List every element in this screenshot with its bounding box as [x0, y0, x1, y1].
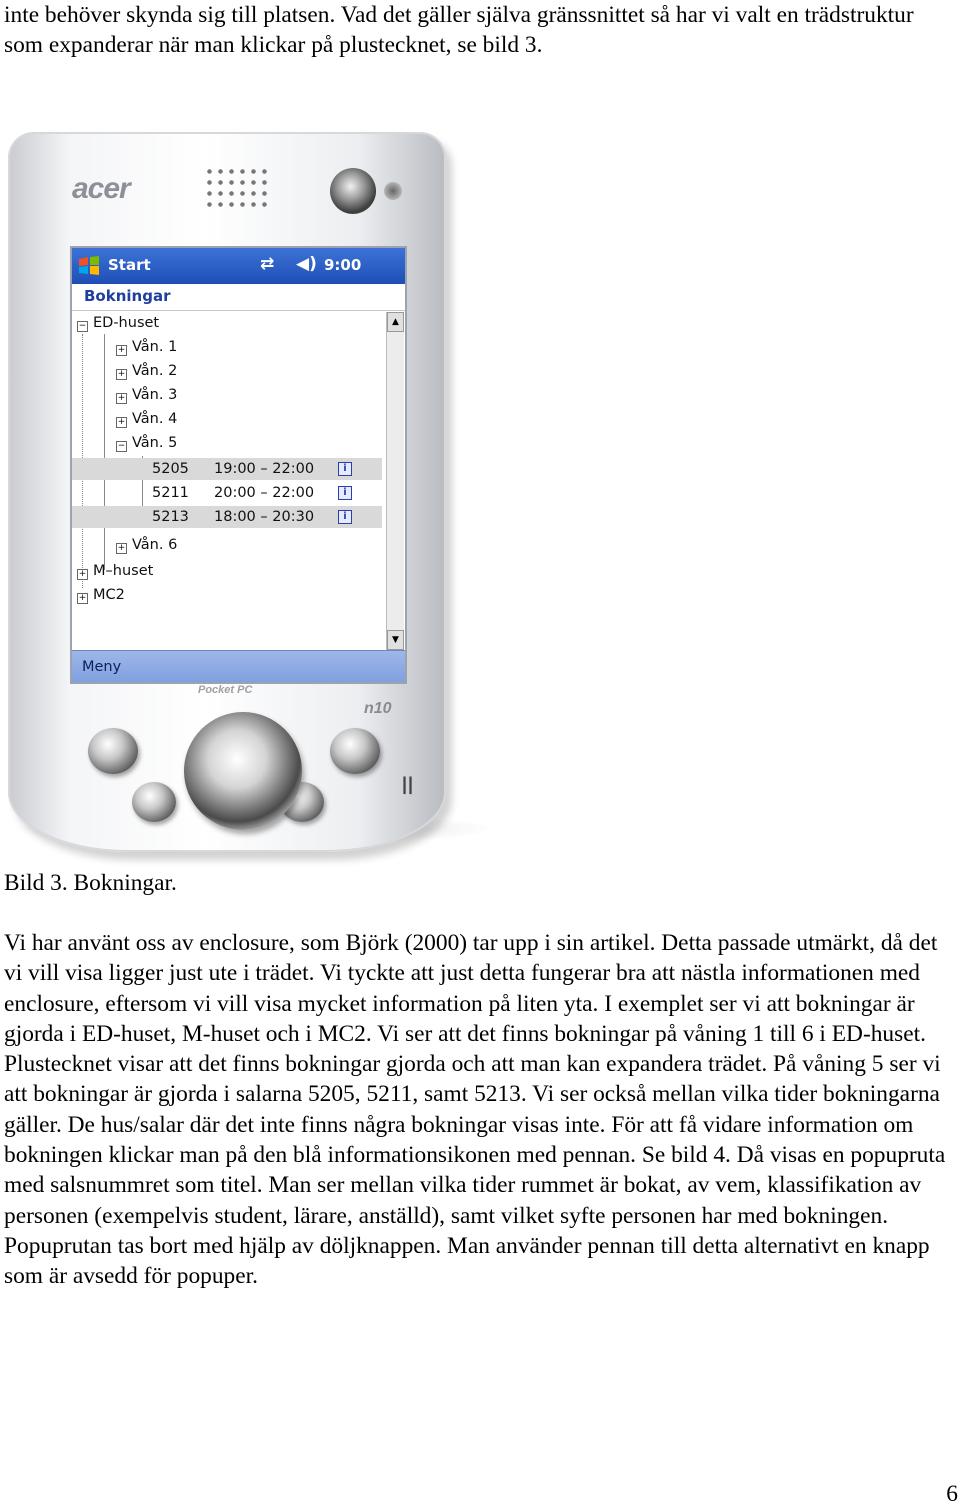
- menu-bar: [72, 650, 405, 683]
- booking-row[interactable]: [72, 458, 382, 480]
- tree-node-label: Vån. 5: [132, 435, 178, 451]
- tree-node-floor[interactable]: [116, 360, 177, 382]
- device-screen: [70, 246, 407, 684]
- intro-paragraph: inte behöver skynda sig till platsen. Vad det gäller själva gränssnittet så har vi valt en trädstruktur som expanderar när man klickar på plustecknet, se bild 3.: [4, 2, 914, 59]
- tree-node-floor[interactable]: [116, 534, 177, 556]
- tree-node-label: ED-huset: [93, 315, 160, 331]
- tree-node-label: Vån. 6: [132, 537, 178, 553]
- power-switch-icon[interactable]: ||: [402, 774, 415, 794]
- connectivity-icon[interactable]: ⇄: [260, 254, 275, 274]
- booking-row[interactable]: [72, 506, 382, 528]
- tree-node-label: Vån. 2: [132, 363, 178, 379]
- tree-node-m-huset[interactable]: [77, 560, 153, 582]
- expand-icon[interactable]: +: [117, 393, 126, 403]
- expand-icon[interactable]: +: [78, 569, 87, 579]
- volume-icon[interactable]: ◀): [296, 254, 317, 274]
- tree-node-label: Vån. 1: [132, 339, 178, 355]
- body-paragraph: Vi har använt oss av enclosure, som Björk (2000) tar upp i sin artikel. Detta passade utmärkt, då det vi vill visa ligger just ute i trädet. Vi tyckte att just detta fungerar bra att nästla informationen med enclosure, eftersom vi vill visa mycket information på liten yta. I exemplet ser vi att bokningar är gjorda i ED-huset, M-huset och i MC2. Vi ser att det finns bokningar på våning 1 till 6 i ED-huset. Plustecknet visar att det finns bokningar gjorda och att man kan expandera trädet. På våning 5 ser vi att bokningar är gjorda i salarna 5205, 5211, samt 5213. Vi ser också mellan vilka tider bokningarna gäller. De hus/salar där det inte finns några bokningar visas inte. För att få vidare information om bokningen klickar man på den blå informationsikonen med pennan. Se bild 4. Då visas en popupruta med salsnummret som titel. Man ser mellan vilka tider rummet är bokat, av vem, klassifikation av personen (exempelvis student, lärare, anställd), samt vilket syfte personen har med bokningen. Popuprutan tas bort med hjälp av döljknappen. Man använder pennan till detta alternativt en knapp som är avsedd för popuper.: [4, 930, 946, 1290]
- tree-node-label: Vån. 3: [132, 387, 178, 403]
- info-icon[interactable]: i: [338, 486, 352, 500]
- tree-node-floor[interactable]: [116, 384, 177, 406]
- expand-icon[interactable]: +: [117, 369, 126, 379]
- camera-icon: [330, 168, 376, 214]
- app-title: Bokningar: [84, 287, 171, 305]
- vertical-scrollbar[interactable]: [386, 312, 404, 650]
- taskbar: [72, 248, 405, 284]
- booking-room: 5205: [152, 461, 189, 477]
- expand-icon[interactable]: +: [117, 345, 126, 355]
- hardware-button-top-right[interactable]: [330, 728, 380, 774]
- booking-room: 5211: [152, 485, 189, 501]
- speaker-grille-icon: [204, 166, 272, 208]
- collapse-icon[interactable]: −: [117, 441, 126, 451]
- booking-room: 5213: [152, 509, 189, 525]
- tree-line: [104, 334, 105, 570]
- booking-time: 19:00 – 22:00: [214, 461, 315, 477]
- expand-icon[interactable]: +: [117, 543, 126, 553]
- tree-node-ed-huset[interactable]: [77, 312, 159, 334]
- info-icon[interactable]: i: [338, 510, 352, 524]
- booking-row[interactable]: [72, 482, 382, 504]
- tree-node-floor[interactable]: [116, 336, 177, 358]
- tree-node-floor[interactable]: [116, 432, 177, 454]
- scroll-down-icon[interactable]: ▼: [387, 630, 404, 650]
- windows-flag-icon[interactable]: [78, 256, 100, 276]
- model-label: n10: [364, 700, 392, 717]
- page-number: 6: [946, 1481, 958, 1507]
- scroll-up-icon[interactable]: ▲: [387, 312, 404, 332]
- booking-time: 20:00 – 22:00: [214, 485, 315, 501]
- tree-node-floor[interactable]: [116, 408, 177, 430]
- tree-node-mc2[interactable]: [77, 584, 125, 606]
- device-shell: [8, 132, 446, 852]
- figure-caption: Bild 3. Bokningar.: [4, 870, 177, 896]
- app-title-bar: [72, 284, 405, 311]
- collapse-icon[interactable]: −: [78, 321, 87, 331]
- booking-tree: [72, 312, 386, 650]
- hardware-button-bottom-left[interactable]: [132, 782, 176, 822]
- hardware-button-top-left[interactable]: [88, 728, 138, 774]
- expand-icon[interactable]: +: [78, 593, 87, 603]
- booking-time: 18:00 – 20:30: [214, 509, 315, 525]
- navigation-pad[interactable]: [184, 712, 302, 830]
- clock[interactable]: 9:00: [324, 256, 362, 274]
- menu-button[interactable]: Meny: [82, 659, 122, 675]
- start-button[interactable]: Start: [108, 256, 151, 274]
- led-icon: [384, 182, 402, 200]
- tree-node-label: M–huset: [93, 563, 154, 579]
- pocket-pc-label: Pocket PC: [198, 684, 253, 696]
- expand-icon[interactable]: +: [117, 417, 126, 427]
- pocket-pc-device: [0, 122, 500, 862]
- brand-logo: acer: [72, 172, 130, 205]
- tree-node-label: Vån. 4: [132, 411, 178, 427]
- tree-node-label: MC2: [93, 587, 125, 603]
- info-icon[interactable]: i: [338, 462, 352, 476]
